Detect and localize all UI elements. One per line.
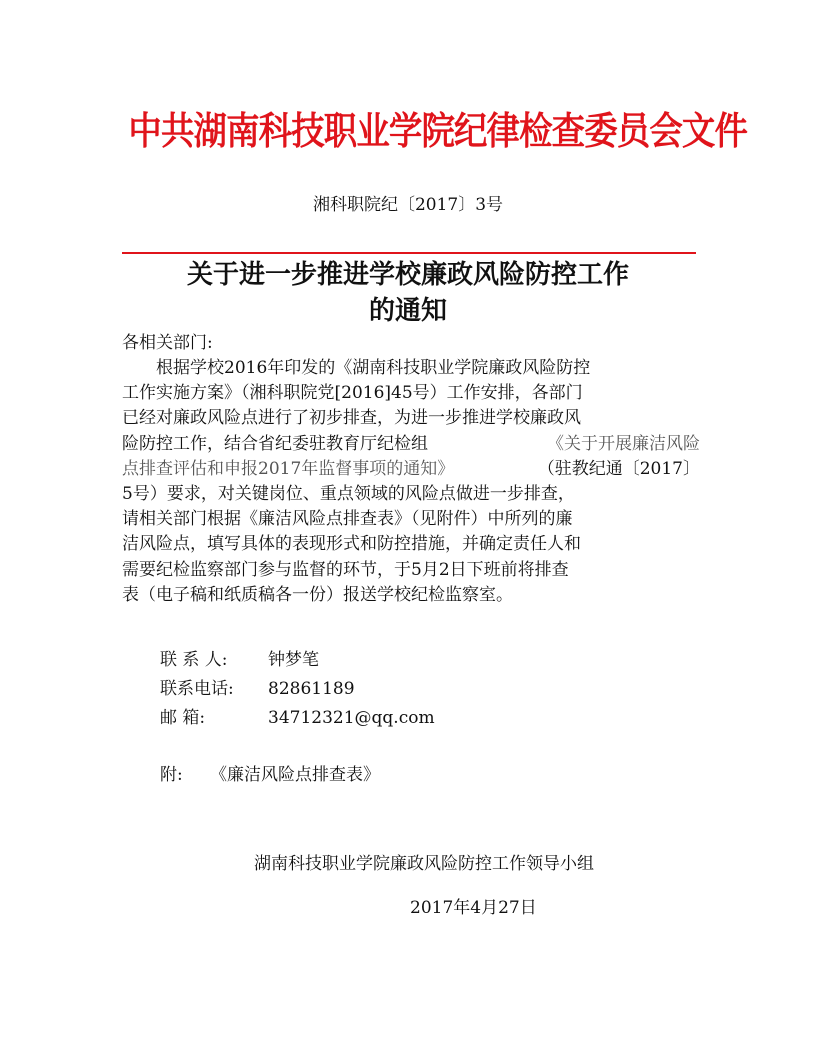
header-divider xyxy=(122,252,696,254)
contact-email-label: 邮 箱: xyxy=(160,708,206,728)
body-line: 请相关部门根据《廉洁风险点排查表》（见附件）中所列的廉 xyxy=(122,509,573,530)
body-line: 根据学校2016年印发的《湖南科技职业学院廉政风险防控 xyxy=(156,358,591,378)
body-line-with-reference xyxy=(122,432,700,457)
attachment-line xyxy=(160,760,380,785)
document-header-title: 中共湖南科技职业学院纪律检查委员会文件 xyxy=(128,109,748,153)
notice-title xyxy=(100,257,716,329)
notice-title-line-1: 关于进一步推进学校廉政风险防控工作 xyxy=(186,260,629,290)
notice-title-line-2: 的通知 xyxy=(368,296,447,326)
issue-date: 2017年4月27日 xyxy=(410,898,537,918)
body-line: 5号）要求，对关键岗位、重点领域的风险点做进一步排查， xyxy=(122,484,575,505)
body-line-text: （驻教纪通〔2017〕 xyxy=(537,458,700,479)
body-line: 表（电子稿和纸质稿各一份）报送学校纪检监察室。 xyxy=(122,584,513,605)
contact-email-value: 34712321@qq.com xyxy=(268,708,435,728)
referenced-notice-title-end: 点排查评估和申报2017年监督事项的通知》 xyxy=(122,458,455,479)
body-line: 已经对廉政风险点进行了初步排查，为进一步推进学校廉政风 xyxy=(122,408,581,429)
referenced-notice-title-start: 《关于开展廉洁风险 xyxy=(547,433,700,454)
document-number: 湘科职院纪〔2017〕3号 xyxy=(312,195,504,215)
contact-phone xyxy=(160,677,355,702)
contact-person-label: 联 系 人: xyxy=(160,650,228,670)
attachment-label: 附: xyxy=(160,765,183,785)
signature-organization: 湖南科技职业学院廉政风险防控工作领导小组 xyxy=(254,854,594,874)
body-line: 工作实施方案》（湘科职院党[2016]45号）工作安排，各部门 xyxy=(122,383,583,404)
body-line-text: 险防控工作，结合省纪委驻教育厅纪检组 xyxy=(122,433,428,454)
contact-email xyxy=(160,706,435,731)
contact-phone-label: 联系电话: xyxy=(160,679,234,699)
body-line-with-reference xyxy=(122,457,700,482)
body-line: 洁风险点，填写具体的表现形式和防控措施，并确定责任人和 xyxy=(122,534,581,555)
attachment-value: 《廉洁风险点排查表》 xyxy=(210,765,380,785)
contact-person-value: 钟梦笔 xyxy=(268,650,319,670)
body-line: 需要纪检监察部门参与监督的环节，于5月2日下班前将排查 xyxy=(122,559,569,580)
contact-person xyxy=(160,648,319,673)
contact-phone-value: 82861189 xyxy=(268,679,355,699)
salutation: 各相关部门: xyxy=(122,333,213,353)
notice-body xyxy=(122,356,700,608)
